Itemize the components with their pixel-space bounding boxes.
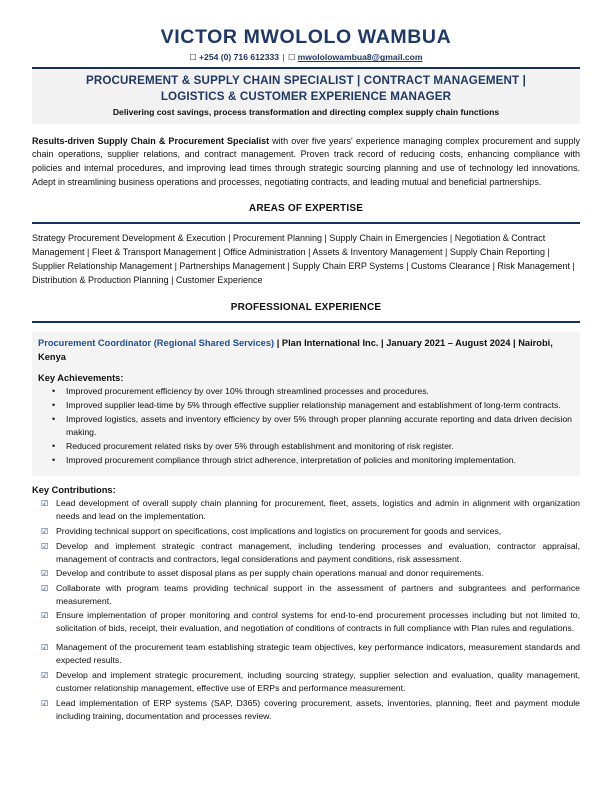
- list-item: ☑ Develop and implement strategic contract management, including tendering processes and evaluation, contractor appraisal, management of contracts and contractors, legal considerations and payment conditions, risk assessment.: [56, 540, 580, 566]
- header: [32, 26, 580, 124]
- headline-line-1: PROCUREMENT & SUPPLY CHAIN SPECIALIST | CONTRACT MANAGEMENT |: [85, 74, 527, 88]
- headline-line-2: LOGISTICS & CUSTOMER EXPERIENCE MANAGER: [160, 89, 452, 103]
- key-achievements-list: [38, 385, 572, 467]
- experience-entry: [32, 332, 580, 476]
- experience-role: Procurement Coordinator (Regional Shared Services): [38, 338, 275, 349]
- list-item: ☑ Lead development of overall supply chain planning for procurement, fleet, assets, logistics and admin in alignment with organization needs and lead on the implementation.: [56, 497, 580, 523]
- key-contributions-list: [32, 497, 580, 722]
- contact-line: [32, 52, 580, 63]
- list-item: ☑ Develop and implement strategic procurement, including sourcing strategy, supplier selection and evaluation, quality management, customer relationship management, effective use of ERPs and performance measurement.: [56, 669, 580, 695]
- section-rule-expertise: [32, 222, 580, 224]
- list-item: • Reduced procurement related risks by over 5% through establishment and monitoring of risk register.: [66, 440, 572, 453]
- candidate-name: VICTOR MWOLOLO WAMBUA: [160, 26, 452, 48]
- headline-band: [32, 67, 580, 123]
- phone-number: +254 (0) 716 612333: [199, 52, 280, 63]
- headline-tagline: Delivering cost savings, process transformation and directing complex supply chain functions: [112, 107, 500, 118]
- list-item: ☑ Develop and contribute to asset disposal plans as per supply chain operations manual and donor requirements.: [56, 567, 580, 580]
- document-content: [32, 26, 580, 724]
- list-item: • Improved procurement compliance through strict adherence, interpretation of policies and monitoring implementation.: [66, 454, 572, 467]
- list-item: ☑ Lead implementation of ERP systems (SAP, D365) covering procurement, assets, inventories, planning, fleet and payment module including training, documentation and processes review.: [56, 697, 580, 723]
- section-title-experience: PROFESSIONAL EXPERIENCE: [230, 302, 382, 314]
- contact-separator: |: [282, 52, 285, 63]
- list-item: ☑ Ensure implementation of proper monitoring and control systems for end-to-end procurement processes including but not limited to, solicitation of bids, receipt, their evaluation, and negotiation of conditions of contracts in full compliance with Plan rules and regulations.: [56, 609, 580, 635]
- expertise-list: Strategy Procurement Development & Execution | Procurement Planning | Supply Chain in Emergencies | Negotiation & Contract Management | Fleet & Transport Management | Office Administration | Assets & Inventory Management | Supply Chain Reporting | Supplier Relationship Management | Partnerships Management | Supply Chain ERP Systems | Customs Clearance | Risk Management | Distribution & Production Planning | Customer Experience: [32, 233, 575, 286]
- envelope-icon: ☐: [288, 53, 296, 63]
- key-contributions-heading: Key Contributions:: [32, 485, 116, 496]
- list-item: • Improved logistics, assets and inventory efficiency by over 5% through proper planning accurate reporting and data driven decision making.: [66, 413, 572, 439]
- summary-lead: Results-driven Supply Chain & Procurement Specialist: [32, 135, 270, 146]
- experience-heading: [38, 337, 572, 364]
- list-item: ☑ Collaborate with program teams providing technical support in the assessment of partners and subgrantees and performance measurement.: [56, 582, 580, 608]
- professional-summary: [32, 135, 580, 190]
- list-item: ☑ Providing technical support on specifications, cost implications and logistics on procurement for goods and services,: [56, 525, 580, 538]
- summary-body: with over five years' experience managing complex procurement and supply chain operations, supplier relations, and contract management. Proven track record of reducing costs, enhancing compliance with policies and internal procedures, and improving lead times through strategic sourcing planning and use of technology led innovations. Adept in streamlining business operations and processes, negotiating contracts, and leading mutual and beneficial partnerships.: [32, 135, 580, 187]
- experience-meta: | Plan International Inc. | January 2021 – August 2024 | Nairobi, Kenya: [38, 338, 553, 362]
- list-item: ☑ Management of the procurement team establishing strategic team objectives, key performance indicators, measurement standards and expected results.: [56, 641, 580, 667]
- key-contributions-block: [32, 485, 580, 722]
- section-rule-experience: [32, 321, 580, 323]
- email-link[interactable]: mwololowambua8@gmail.com: [297, 52, 423, 63]
- list-item: • Improved procurement efficiency by over 10% through streamlined processes and procedures.: [66, 385, 572, 398]
- section-title-expertise: AREAS OF EXPERTISE: [248, 203, 364, 215]
- phone-icon: ☐: [189, 53, 197, 63]
- key-achievements-heading: Key Achievements:: [38, 373, 124, 384]
- list-item: • Improved supplier lead-time by 5% through effective supplier relationship management and establishment of long-term contracts.: [66, 399, 572, 412]
